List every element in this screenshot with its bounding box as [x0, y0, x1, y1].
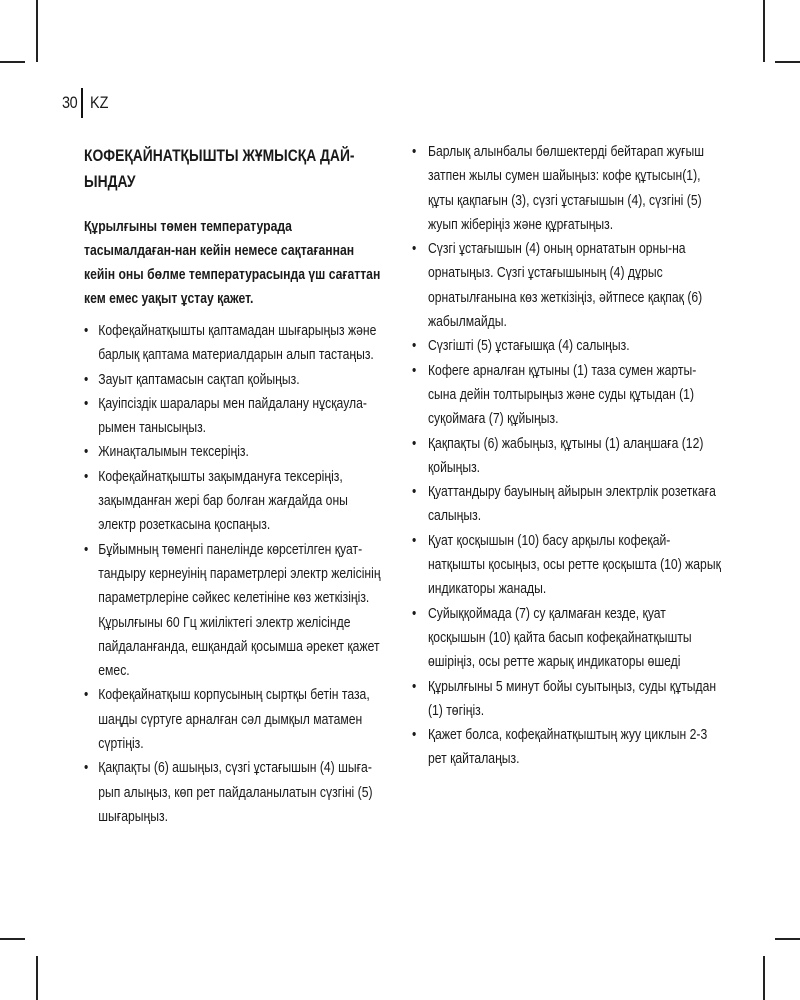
list-item: [412, 237, 722, 334]
bullet: •: [84, 444, 89, 461]
bullet: •: [412, 435, 417, 452]
list-item: [84, 465, 384, 538]
list-item-text: Қуат қосқышын (10) басу арқылы кофеқай-натқышты қосыңыз, осы ретте қосқышта (10) жарық индикаторы жанады.: [427, 532, 721, 598]
list-item-text: Зауыт қаптамасын сақтап қойыңыз.: [98, 371, 300, 388]
bullet: •: [412, 362, 417, 379]
bullet: •: [84, 371, 89, 388]
bullet: •: [84, 760, 89, 777]
list-item-text: Қақпақты (6) ашыңыз, сүзгі ұстағышын (4) шыға-рып алыңыз, көп рет пайдаланылатын сүзгіні (5) шығарыңыз.: [98, 760, 373, 825]
list-item-text: Суйыққоймада (7) су қалмаған кезде, қуат қосқышын (10) қайта басып кофеқайнатқышты өшіріңіз, осы ретте жарық индикаторы өшеді: [427, 605, 692, 671]
list-item-text: Қақпақты (6) жабыңыз, құтыны (1) алаңшаға (12) қойыңыз.: [427, 435, 704, 476]
page-header: [62, 88, 112, 118]
list-item-text: Кофеқайнатқыш корпусының сыртқы бетін таза, шаңды сүртуге арналған сәл дымқыл матамен сүртіңіз.: [98, 687, 370, 753]
bullet: •: [84, 468, 89, 485]
list-item-text: Қуаттандыру бауының айырын электрлік розеткаға салыңыз.: [427, 484, 716, 525]
list-item: [84, 368, 384, 392]
bullet: •: [84, 323, 89, 339]
list-item-text: Кофеге арналған құтыны (1) таза сумен жарты-сына дейін толтырыңыз және суды құтыдан (1) суқоймаға (7) құйыңыз.: [427, 362, 697, 428]
list-item: [412, 529, 722, 602]
bullet: •: [84, 687, 89, 704]
list-item: [84, 538, 384, 684]
list-item-text: Қауіпсіздік шаралары мен пайдалану нұсқаула-рымен танысыңыз.: [98, 395, 367, 437]
right-instruction-list: [412, 140, 722, 772]
page-number: 30: [62, 93, 78, 112]
bullet: •: [412, 338, 417, 355]
intro-paragraph: Құрылғыны төмен температурада тасымалдаған-нан кейін немесе сақтағаннан кейін оны бөлме температурасында үш сағаттан кем емес уақыт ұстау қажет.: [84, 219, 381, 307]
list-item: [412, 723, 722, 772]
bullet: •: [412, 144, 417, 160]
left-instruction-list: [84, 319, 384, 829]
left-column: [84, 140, 384, 829]
crop-mark-top-left-h: [0, 61, 25, 63]
right-column: [412, 140, 722, 772]
bullet: •: [412, 727, 417, 744]
list-item: [84, 683, 384, 756]
list-item: [412, 140, 722, 237]
list-item-text: Қажет болса, кофеқайнатқыштың жуу циклын 2-3 рет қайталаңыз.: [427, 727, 708, 768]
bullet: •: [412, 532, 417, 549]
list-item: [412, 334, 722, 358]
list-item-text: Кофеқайнатқышты қаптамадан шығарыңыз және барлық қаптама материалдарын алып тастаңыз.: [98, 323, 377, 364]
bullet: •: [412, 605, 417, 622]
list-item-text: Жинақталымын тексеріңіз.: [98, 444, 249, 461]
list-item: [84, 756, 384, 829]
list-item-text: Сүзгішті (5) ұстағышқа (4) салыңыз.: [427, 338, 630, 355]
bullet: •: [412, 484, 417, 501]
bullet: •: [84, 395, 89, 412]
list-item-text: Барлық алынбалы бөлшектерді бейтарап жуғыш затпен жылы сумен шайыңыз: кофе құтысын(1), құты қақпағын (3), сүзгі ұстағышын (4), сүзгіні (5) жуып жіберіңіз және құрғатыңыз.: [427, 144, 705, 233]
header-divider: [81, 88, 83, 118]
crop-mark-top-right: [763, 0, 765, 62]
list-item: [84, 440, 384, 464]
list-item-text: Бұйымның төменгі панелінде көрсетілген қуат-тандыру кернеуінің параметрлері электр желісінің параметрлеріне сәйкес келетініне көз жеткізіңіз. Құрылғыны 60 Гц жиіліктегі электр желісінде пайдаланғанда, ешқандай қосымша әрекет қажет емес.: [98, 541, 381, 680]
list-item-text: Сүзгі ұстағышын (4) оның орнататын орны-на орнатыңыз. Сүзгі ұстағышының (4) дұрыс орнатылғанына көз жеткізіңіз, әйтпесе қақпақ (6) жабылмайды.: [427, 241, 703, 331]
crop-mark-top-right-h: [775, 61, 800, 63]
list-item: [84, 319, 384, 368]
crop-mark-bottom-left-h: [0, 938, 25, 940]
list-item: [412, 602, 722, 675]
list-item-text: Кофеқайнатқышты зақымдануға тексеріңіз, зақымданған жері бар болған жағдайда оны электр розеткасына қоспаңыз.: [98, 468, 348, 534]
bullet: •: [84, 541, 89, 558]
list-item: [412, 359, 722, 432]
list-item-text: Құрылғыны 5 минут бойы суытыңыз, суды құтыдан (1) төгіңіз.: [427, 678, 717, 719]
crop-mark-bottom-right-h: [775, 938, 800, 940]
crop-mark-bottom-right: [763, 956, 765, 1000]
list-item: [412, 480, 722, 529]
list-item: [84, 392, 384, 441]
language-code: KZ: [89, 93, 109, 112]
bullet: •: [412, 241, 417, 258]
list-item: [412, 675, 722, 724]
crop-mark-top-left: [36, 0, 38, 62]
bullet: •: [412, 678, 417, 695]
section-title: КОФЕҚАЙНАТҚЫШТЫ ЖҰМЫСҚА ДАЙ-ЫНДАУ: [84, 147, 355, 191]
crop-mark-bottom-left: [36, 956, 38, 1000]
list-item: [412, 432, 722, 481]
